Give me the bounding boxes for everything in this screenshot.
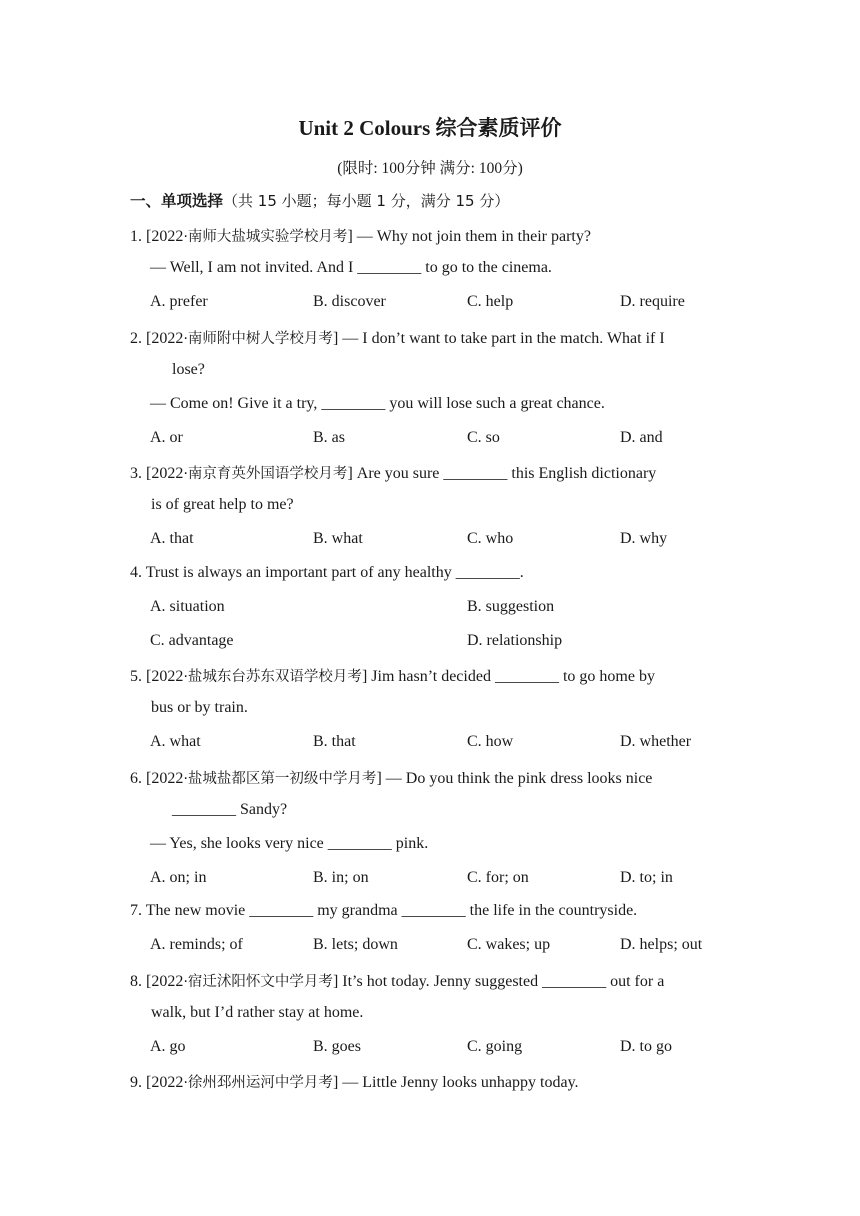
question-8-option-b: B. goes: [313, 1038, 361, 1055]
question-2-line-2: lose?: [172, 361, 205, 378]
question-3-option-a: A. that: [150, 530, 194, 547]
question-4-option-a: A. situation: [150, 598, 225, 615]
section-note: （共 15 小题；每小题 1 分，满分 15 分）: [223, 192, 510, 210]
question-2-line-1: 2. [2022·南师附中树人学校月考] — I don’t want to take part in the match. What if I: [130, 330, 665, 347]
question-2-option-c: C. so: [467, 429, 500, 446]
page-title: Unit 2 Colours 综合素质评价: [298, 116, 562, 140]
question-8-option-c: C. going: [467, 1038, 523, 1055]
question-8-option-d: D. to go: [620, 1038, 672, 1055]
question-4-option-c: C. advantage: [150, 632, 234, 649]
question-7-option-c: C. wakes; up: [467, 936, 551, 953]
section-heading: [130, 189, 509, 211]
question-3-option-b: B. what: [313, 530, 363, 547]
question-5-option-d: D. whether: [620, 733, 692, 750]
question-2-option-a: A. or: [150, 429, 183, 446]
question-7-option-d: D. helps; out: [620, 936, 703, 953]
question-6-option-c: C. for; on: [467, 869, 529, 886]
question-6-line-3: — Yes, she looks very nice ________ pink.: [150, 835, 429, 852]
question-1-option-a: A. prefer: [150, 293, 208, 310]
question-8-line-2: walk, but I’d rather stay at home.: [151, 1004, 364, 1021]
question-1-line-2: — Well, I am not invited. And I ________ to go to the cinema.: [150, 259, 552, 276]
section-heading-label: 一、单项选择: [130, 192, 224, 210]
question-5-option-a: A. what: [150, 733, 201, 750]
question-7-option-b: B. lets; down: [313, 936, 398, 953]
question-2-option-d: D. and: [620, 429, 663, 446]
question-6-option-b: B. in; on: [313, 869, 369, 886]
question-1-option-d: D. require: [620, 293, 685, 310]
question-6-option-d: D. to; in: [620, 869, 673, 886]
question-6-option-a: A. on; in: [150, 869, 207, 886]
question-7-line-1: 7. The new movie ________ my grandma ________ the life in the countryside.: [130, 902, 638, 919]
question-5-option-c: C. how: [467, 733, 514, 750]
page-subtitle: (限时: 100分钟 满分: 100分): [337, 160, 523, 177]
question-6-line-2: ________ Sandy?: [172, 801, 288, 818]
question-1-line-1: 1. [2022·南师大盐城实验学校月考] — Why not join them in their party?: [130, 228, 591, 245]
question-5-option-b: B. that: [313, 733, 356, 750]
question-7-option-a: A. reminds; of: [150, 936, 243, 953]
question-8-line-1: 8. [2022·宿迁沭阳怀文中学月考] It’s hot today. Jenny suggested ________ out for a: [130, 973, 665, 990]
question-3-line-2: is of great help to me?: [151, 496, 294, 513]
question-2-option-b: B. as: [313, 429, 345, 446]
question-3-line-1: 3. [2022·南京育英外国语学校月考] Are you sure ________ this English dictionary: [130, 465, 657, 482]
question-4-option-d: D. relationship: [467, 632, 563, 649]
question-9-line-1: 9. [2022·徐州邳州运河中学月考] — Little Jenny looks unhappy today.: [130, 1074, 579, 1091]
question-8-option-a: A. go: [150, 1038, 186, 1055]
question-1-option-b: B. discover: [313, 293, 386, 310]
question-1-option-c: C. help: [467, 293, 514, 310]
question-3-option-c: C. who: [467, 530, 514, 547]
question-4-line-1: 4. Trust is always an important part of any healthy ________.: [130, 564, 524, 581]
question-3-option-d: D. why: [620, 530, 668, 547]
question-4-option-b: B. suggestion: [467, 598, 555, 615]
question-6-line-1: 6. [2022·盐城盐都区第一初级中学月考] — Do you think the pink dress looks nice: [130, 770, 653, 787]
question-2-line-3: — Come on! Give it a try, ________ you will lose such a great chance.: [150, 395, 605, 412]
question-5-line-2: bus or by train.: [151, 699, 248, 716]
question-5-line-1: 5. [2022·盐城东台苏东双语学校月考] Jim hasn’t decided ________ to go home by: [130, 668, 655, 685]
